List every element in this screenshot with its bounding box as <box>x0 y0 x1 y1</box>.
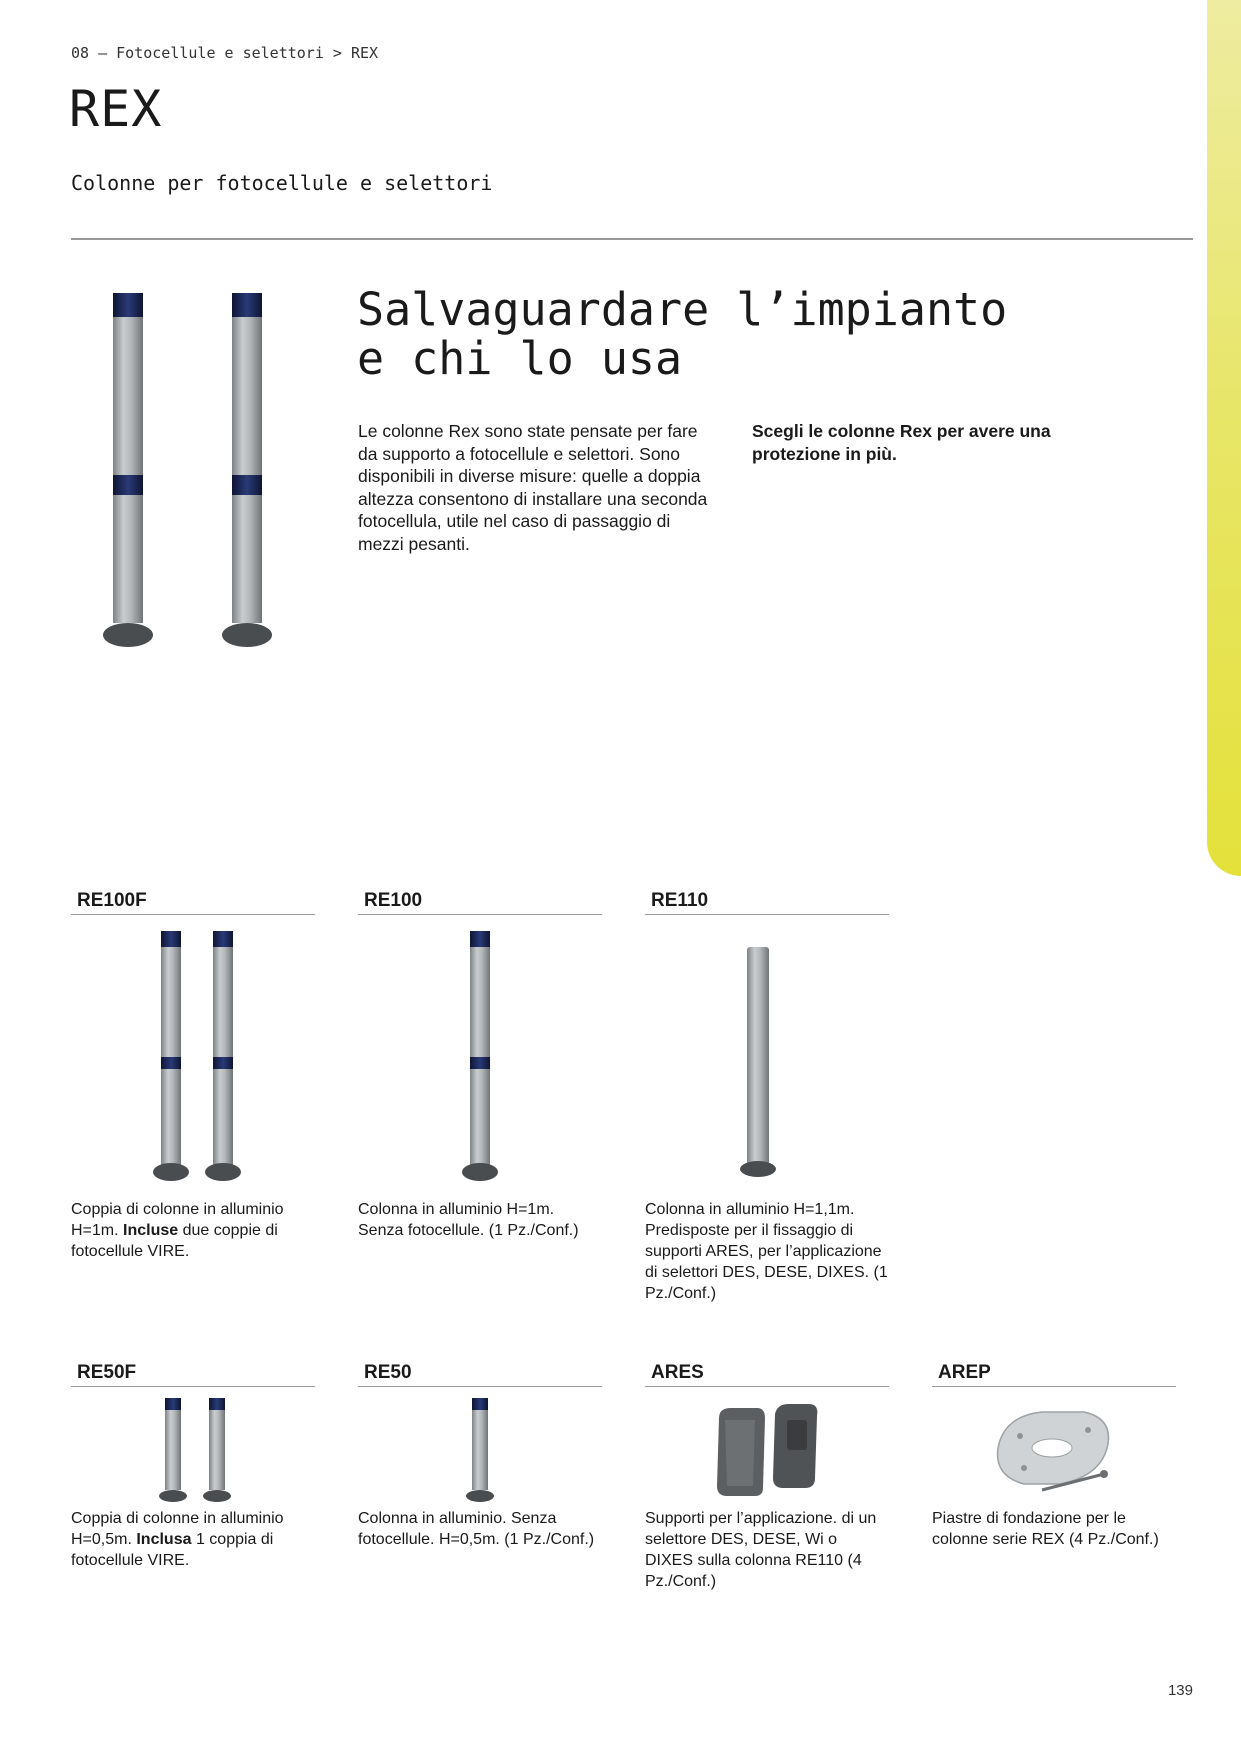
product-card-re50 <box>358 1360 602 1548</box>
product-description: Coppia di colonne in alluminio H=1m. Incluse due coppie di fotocellule VIRE. <box>71 1201 284 1260</box>
hero-headline-line-1: Salvaguardare l’impianto <box>357 283 1008 336</box>
product-card-ares <box>645 1360 889 1590</box>
product-code: RE50F <box>77 1362 137 1383</box>
page-subtitle: Colonne per fotocellule e selettori <box>71 171 493 195</box>
product-image-re100 <box>410 927 550 1187</box>
product-description: Coppia di colonne in alluminio H=0,5m. Inclusa 1 coppia di fotocellule VIRE. <box>71 1510 284 1569</box>
product-code: RE110 <box>651 890 709 911</box>
product-description: Supporti per l’applicazione. di un selettore DES, DESE, Wi o DIXES sulla colonna RE110 (4 Pz./Conf.) <box>645 1510 877 1590</box>
product-divider <box>358 1386 602 1387</box>
product-description: Colonna in alluminio. Senza fotocellule. H=0,5m. (1 Pz./Conf.) <box>358 1510 595 1548</box>
page-number: 139 <box>1167 1682 1193 1699</box>
product-description: Colonna in alluminio H=1,1m. Predisposte per il fissaggio di supporti ARES, per l’applicazione di selettori DES, DESE, DIXES. (1 Pz./Conf.) <box>645 1201 888 1302</box>
hero-column-left <box>103 293 153 647</box>
product-divider <box>358 914 602 915</box>
product-divider <box>645 1386 889 1387</box>
header-divider <box>71 238 1193 240</box>
hero-headline-line-2: e chi lo usa <box>357 332 683 385</box>
product-card-re110 <box>645 888 889 1302</box>
product-code: ARES <box>651 1362 704 1383</box>
product-code: RE100 <box>364 890 423 911</box>
product-image-ares <box>697 1396 837 1506</box>
product-divider <box>932 1386 1176 1387</box>
product-image-arep <box>984 1396 1124 1506</box>
product-description: Piastre di fondazione per le colonne serie REX (4 Pz./Conf.) <box>932 1510 1159 1548</box>
product-divider <box>71 1386 315 1387</box>
product-image-re50 <box>410 1396 550 1506</box>
hero-intro-text: Le colonne Rex sono state pensate per fare da supporto a fotocellule e selettori. Sono disponibili in diverse misure: quelle a doppia altezza consentono di installare una seconda fotocellula, utile nel caso di passaggio di mezzi pesanti. <box>358 421 708 554</box>
breadcrumb: 08 — Fotocellule e selettori > REX <box>71 44 379 62</box>
product-divider <box>71 914 315 915</box>
hero-cta-text: Scegli le colonne Rex per avere una protezione in più. <box>752 421 1051 464</box>
product-divider <box>645 914 889 915</box>
product-image-re50f <box>123 1396 263 1506</box>
product-image-re100f <box>123 927 263 1187</box>
product-card-re100 <box>358 888 602 1239</box>
hero-columns-image <box>95 285 295 650</box>
product-description: Colonna in alluminio H=1m. Senza fotocellule. (1 Pz./Conf.) <box>358 1201 579 1239</box>
product-image-re110 <box>697 927 837 1187</box>
product-card-re50f <box>71 1360 315 1569</box>
hero-headline <box>357 285 1007 383</box>
product-card-re100f <box>71 888 315 1260</box>
product-code: RE50 <box>364 1362 412 1383</box>
page-title: REX <box>69 80 163 138</box>
product-code: RE100F <box>77 890 147 911</box>
section-color-tab <box>1207 0 1241 876</box>
product-code: AREP <box>938 1362 991 1383</box>
hero-column-right <box>222 293 272 647</box>
product-card-arep <box>932 1360 1176 1548</box>
